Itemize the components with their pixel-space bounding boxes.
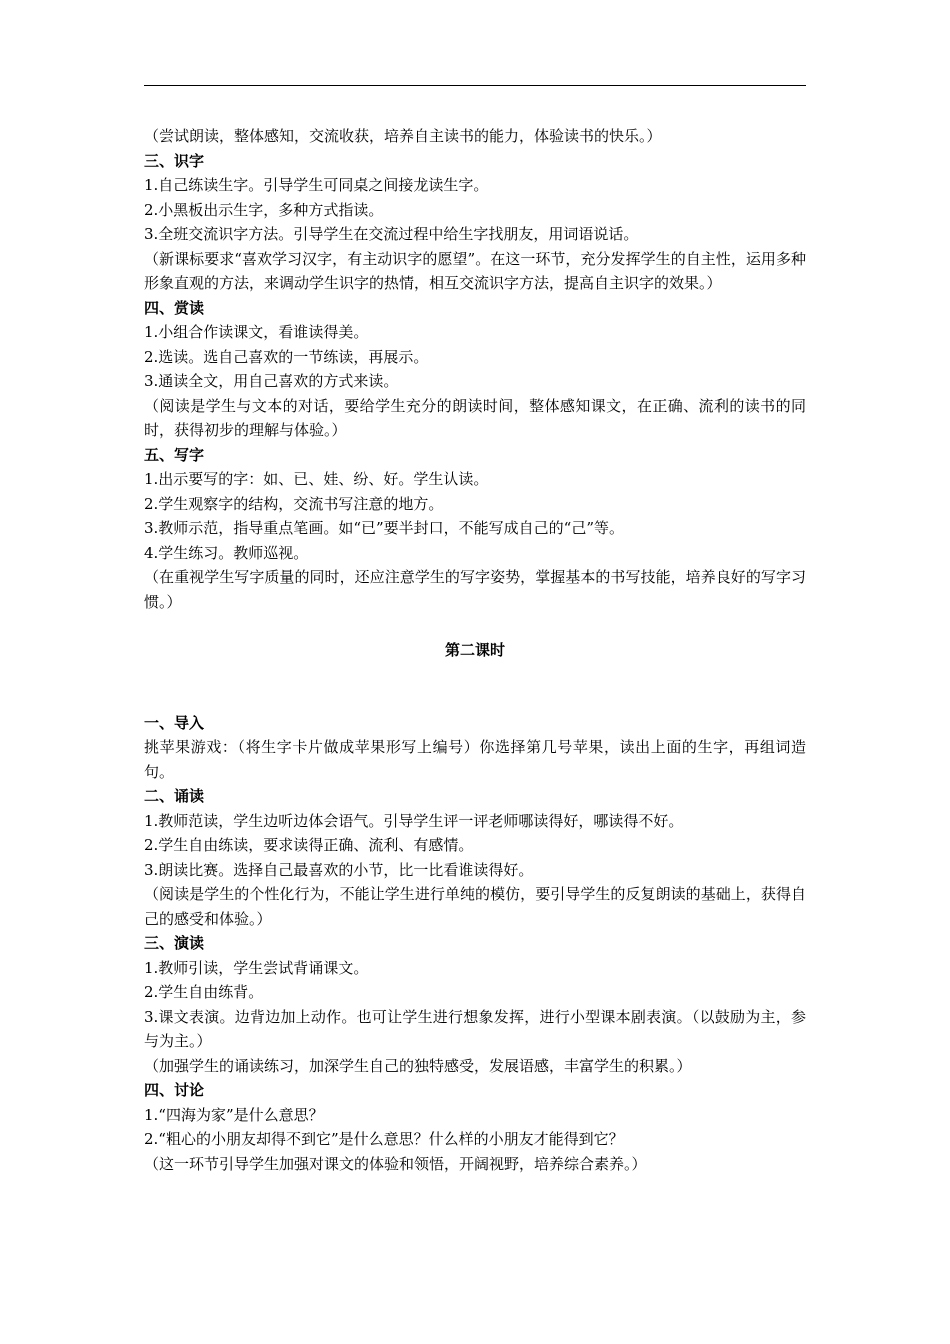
paragraph: （阅读是学生的个性化行为，不能让学生进行单纯的模仿，要引导学生的反复朗读的基础上，获得自己的感受和体验。） [144, 885, 806, 928]
paragraph: 3.课文表演。边背边加上动作。也可让学生进行想象发挥，进行小型课本剧表演。（以鼓励为主，参与为主。） [144, 1007, 806, 1050]
section-heading-discuss: 四、讨论 [144, 1081, 205, 1099]
paragraph: 1.自己练读生字。引导学生可同桌之间接龙读生字。 [144, 176, 489, 194]
paragraph: （尝试朗读，整体感知，交流收获，培养自主读书的能力，体验读书的快乐。） [144, 127, 662, 145]
paragraph: 1.教师范读，学生边听边体会语气。引导学生评一评老师哪读得好，哪读得不好。 [144, 811, 684, 830]
document-body [144, 124, 806, 1176]
paragraph: 2.学生自由练读，要求读得正确、流利、有感情。 [144, 836, 474, 854]
paragraph: （这一环节引导学生加强对课文的体验和领悟，开阔视野，培养综合素养。） [144, 1154, 647, 1173]
paragraph: 3.教师示范，指导重点笔画。如“已”要半封口，不能写成自己的“己”等。 [144, 519, 624, 537]
paragraph: 挑苹果游戏：（将生字卡片做成苹果形写上编号）你选择第几号苹果，读出上面的生字，再组词造句。 [144, 738, 806, 781]
paragraph: （阅读是学生与文本的对话，要给学生充分的朗读时间，整体感知课文，在正确、流利的读书的同时，获得初步的理解与体验。） [144, 396, 806, 439]
section-heading-recite: 二、诵读 [144, 787, 205, 805]
paragraph: 2.学生自由练背。 [144, 983, 264, 1001]
paragraph: 1.“四海为家”是什么意思？ [144, 1105, 324, 1124]
paragraph: 2.选读。选自己喜欢的一节练读，再展示。 [144, 347, 429, 366]
header-rule [144, 85, 806, 86]
paragraph: 3.全班交流识字方法。引导学生在交流过程中给生字找朋友，用词语说话。 [144, 225, 639, 243]
paragraph: （新课标要求“喜欢学习汉字，有主动识字的愿望”。在这一环节，充分发挥学生的自主性，运用多种形象直观的方法，来调动学生识字的热情，相互交流识字方法，提高自主识字的效果。） [144, 249, 806, 292]
lesson-title: 第二课时 [444, 641, 505, 659]
section-heading-recognize: 三、识字 [144, 151, 205, 170]
paragraph: 1.出示要写的字：如、已、娃、纷、好。学生认读。 [144, 470, 489, 488]
section-heading-perform: 三、演读 [144, 934, 205, 952]
section-heading-appreciate: 四、赏读 [144, 298, 205, 317]
section-heading-writing: 五、写字 [144, 445, 205, 464]
paragraph: 3.通读全文，用自己喜欢的方式来读。 [144, 372, 399, 390]
paragraph: （在重视学生写字质量的同时，还应注意学生的写字姿势，掌握基本的书写技能，培养良好的写字习惯。） [144, 568, 806, 611]
paragraph: 2.学生观察字的结构，交流书写注意的地方。 [144, 494, 444, 513]
paragraph: 1.教师引读，学生尝试背诵课文。 [144, 958, 369, 977]
paragraph: 3.朗读比赛。选择自己最喜欢的小节，比一比看谁读得好。 [144, 860, 534, 879]
paragraph: 4.学生练习。教师巡视。 [144, 543, 309, 562]
paragraph: （加强学生的诵读练习，加深学生自己的独特感受，发展语感，丰富学生的积累。） [144, 1056, 692, 1075]
paragraph: 2.“粗心的小朋友却得不到它”是什么意思？什么样的小朋友才能得到它？ [144, 1130, 624, 1148]
section-heading-intro: 一、导入 [144, 713, 205, 732]
paragraph: 1.小组合作读课文，看谁读得美。 [144, 323, 369, 341]
paragraph: 2.小黑板出示生字，多种方式指读。 [144, 200, 384, 219]
